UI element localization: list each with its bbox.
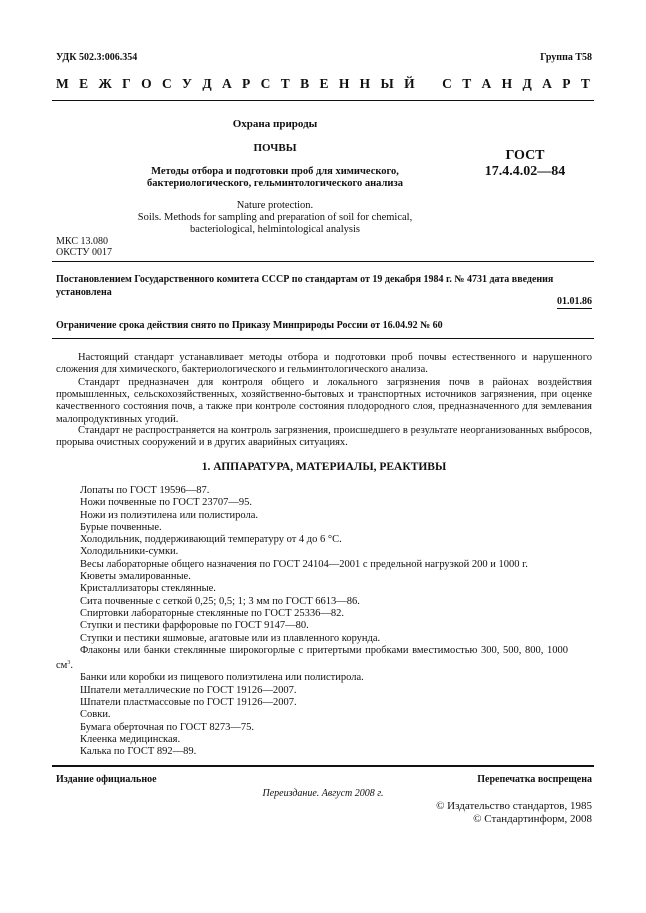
list-item-flacons — [56, 645, 568, 673]
banner-w1-2: Ж — [98, 76, 112, 91]
list-item: Клеенка медицинская. — [80, 733, 181, 745]
reprint-notice: Перепечатка воспрещена — [477, 774, 592, 785]
list-item: Ступки и пестики фарфоровые по ГОСТ 9147—80. — [80, 620, 309, 632]
title-line2: ПОЧВЫ — [253, 142, 297, 154]
list-item: Ножи почвенные по ГОСТ 23707—95. — [80, 497, 253, 509]
gost-label: ГОСТ — [505, 148, 545, 163]
intro-paragraph-1: Настоящий стандарт устанавливает методы отбора и подготовки проб почвы естественного и нарушенного сложения для химического, бактериологического и гельминтологического анализа. — [56, 352, 592, 376]
list-item: Шпатели металлические по ГОСТ 19126—2007. — [80, 684, 297, 696]
banner-w2-1: Т — [462, 76, 472, 91]
list-item: Ножи из полиэтилена или полистирола. — [80, 509, 259, 521]
banner-w2-3: Н — [501, 76, 513, 91]
banner-w2-4: Д — [522, 76, 532, 91]
list-item: Банки или коробки из пищевого полиэтилена или полистирола. — [80, 672, 364, 684]
list-item: Спиртовки лабораторные стеклянные по ГОСТ 25336—82. — [80, 607, 344, 619]
banner-w1-11: Т — [280, 76, 290, 91]
banner-w1-0: М — [56, 76, 69, 91]
flacons-end: . — [70, 660, 73, 672]
okstu-code: ОКСТУ 0017 — [56, 247, 113, 258]
intro-paragraph-2: Стандарт предназначен для контроля общего и локального загрязнения почв в районах воздействия промышленных, сельскохозяйственных, хозяйственно-бытовых и транспортных источников загрязнения, при оценке качественного состояния почв, а также при контроле состояния плодородного слоя, предназначенного для землевания малопродуктивных угодий. — [56, 377, 592, 425]
list-item: Кюветы эмалированные. — [80, 571, 191, 583]
materials-list — [56, 485, 568, 759]
banner-w1-12: В — [300, 76, 310, 91]
group-code: Группа Т58 — [540, 52, 592, 63]
list-item: Сита почвенные с сеткой 0,25; 0,5; 1; 3 мм по ГОСТ 6613—86. — [80, 595, 360, 607]
official-edition: Издание официальное — [56, 774, 157, 785]
banner-w2-2: А — [481, 76, 492, 91]
title-en2: Soils. Methods for sampling and preparation of soil for chemical, — [137, 212, 413, 223]
banner-w2-5: А — [542, 76, 552, 91]
standard-banner — [56, 76, 590, 92]
list-item: Бумага оберточная по ГОСТ 8273—75. — [80, 721, 255, 733]
list-item: Холодильники-сумки. — [80, 546, 179, 558]
banner-w1-8: А — [221, 76, 232, 91]
section-heading: 1. АППАРАТУРА, МАТЕРИАЛЫ, РЕАКТИВЫ — [201, 461, 447, 473]
banner-w1-16: Ы — [380, 76, 394, 91]
title-rule — [52, 261, 594, 262]
banner-w1-6: У — [182, 76, 192, 91]
banner-w1-14: Н — [338, 76, 350, 91]
banner-w1-1: Е — [79, 76, 89, 91]
list-item: Бурые почвенные. — [80, 521, 162, 533]
mks-code: МКС 13.080 — [56, 236, 108, 247]
list-item: Совки. — [80, 709, 111, 721]
banner-w1-17: Й — [404, 76, 415, 91]
flacons-unit-sup: 3 — [67, 660, 71, 667]
banner-w1-10: С — [260, 76, 271, 91]
list-item: Шпатели пластмассовые по ГОСТ 19126—2007. — [80, 697, 297, 709]
copyright-1: © Издательство стандартов, 1985 — [436, 800, 592, 812]
banner-w1-4: О — [141, 76, 152, 91]
decree-date: 01.01.86 — [557, 296, 592, 307]
banner-w1-7: Д — [202, 76, 212, 91]
decree-rule — [52, 338, 594, 339]
copyright-2: © Стандартинформ, 2008 — [473, 813, 592, 825]
title-line3: Методы отбора и подготовки проб для химического, — [151, 166, 399, 177]
decree-text: Постановлением Государственного комитета СССР по стандартам от 19 декабря 1984 г. № 4731 дата введения установлена — [56, 274, 554, 298]
banner-w2-7: Т — [580, 76, 590, 91]
title-line4: бактериологического, гельминтологического анализа — [147, 178, 403, 189]
list-item: Холодильник, поддерживающий температуру от 4 до 6 °С. — [80, 534, 342, 546]
intro-paragraph-3: Стандарт не распространяется на контроль загрязнения, происшедшего в результате неорганизованных выбросов, прорыва очистных сооружений и в других аварийных ситуациях. — [56, 425, 592, 449]
footer-rule — [52, 765, 594, 767]
banner-w1-13: Е — [319, 76, 329, 91]
title-line1: Охрана природы — [232, 118, 318, 130]
title-en3: bacteriological, helmintological analysis — [190, 224, 360, 235]
banner-w1-5: С — [161, 76, 172, 91]
banner-w1-9: Р — [242, 76, 251, 91]
banner-w2-6: Р — [562, 76, 571, 91]
list-item: Калька по ГОСТ 892—89. — [80, 746, 197, 758]
list-item: Ступки и пестики яшмовые, агатовые или из плавленного корунда. — [80, 632, 381, 644]
title-en1: Nature protection. — [236, 200, 314, 211]
banner-gap — [425, 76, 432, 92]
banner-rule — [52, 100, 594, 101]
flacons-text: Флаконы или банки стеклянные широкогорлые с притертыми пробками вместимостью 300, 500, 800, 1000 см — [56, 644, 568, 672]
limit-text: Ограничение срока действия снято по Приказу Минприроды России от 16.04.92 № 60 — [56, 320, 443, 331]
list-item: Кристаллизаторы стеклянные. — [80, 583, 216, 595]
banner-w1-15: Н — [359, 76, 371, 91]
udk-code: УДК 502.3:006.354 — [56, 52, 138, 63]
list-item: Весы лабораторные общего назначения по ГОСТ 24104—2001 с предельной нагрузкой 200 и 1000 г. — [80, 558, 528, 570]
banner-w2-0: С — [442, 76, 452, 91]
gost-number: 17.4.4.02—84 — [484, 164, 566, 179]
reissue-note: Переиздание. Август 2008 г. — [262, 788, 384, 799]
list-item: Лопаты по ГОСТ 19596—87. — [80, 485, 210, 496]
banner-w1-3: Г — [122, 76, 131, 91]
